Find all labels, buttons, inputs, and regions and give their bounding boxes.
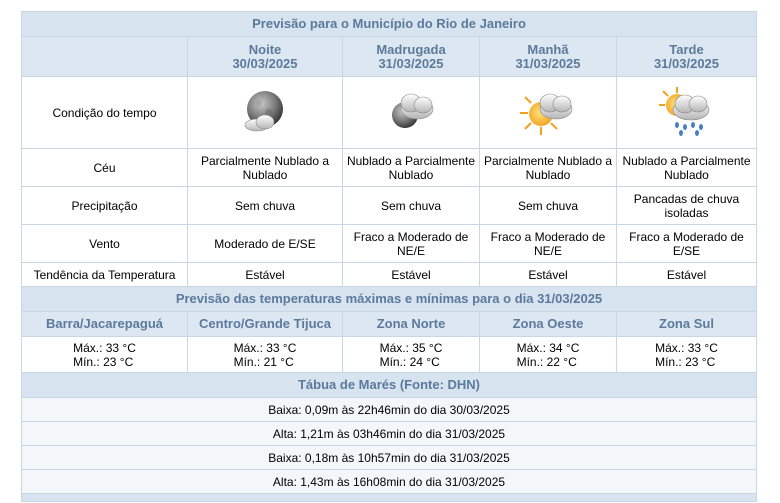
zone-name: Barra/Jacarepaguá: [22, 312, 188, 337]
table-footer-band: [22, 494, 757, 502]
condition-madrugada: [343, 77, 480, 149]
condition-noite: [188, 77, 343, 149]
period-date: 31/03/2025: [378, 55, 444, 71]
temp-min: Mín.: 23 °C: [655, 354, 716, 369]
tide-row: Alta: 1,21m às 03h46min do dia 31/03/2025: [22, 422, 757, 446]
period-header-empty: [22, 37, 188, 77]
zone-name: Zona Norte: [343, 312, 480, 337]
precip-value: Sem chuva: [188, 187, 343, 225]
temp-max: Máx.: 34 °C: [516, 340, 580, 355]
zone-name: Zona Oeste: [480, 312, 617, 337]
temp-max: Máx.: 33 °C: [655, 340, 718, 355]
wind-value: Fraco a Moderado de E/SE: [617, 225, 757, 263]
temp-max: Máx.: 33 °C: [233, 340, 297, 355]
sky-value: Nublado a Parcialmente Nublado: [343, 149, 480, 187]
period-name: Noite: [248, 41, 282, 57]
tide-row: Baixa: 0,09m às 22h46min do dia 30/03/2025: [22, 398, 757, 422]
zone-name: Zona Sul: [617, 312, 757, 337]
condition-manha: [480, 77, 617, 149]
sky-value: Nublado a Parcialmente Nublado: [617, 149, 757, 187]
period-name: Madrugada: [376, 41, 446, 57]
sun-cloudy-icon: [516, 83, 580, 143]
temp-min: Mín.: 22 °C: [516, 354, 577, 369]
row-label-condition: Condição do tempo: [22, 77, 188, 149]
forecast-title: Previsão para o Município do Rio de Janeiro: [22, 12, 757, 37]
temp-min: Mín.: 21 °C: [233, 354, 294, 369]
sky-value: Parcialmente Nublado a Nublado: [188, 149, 343, 187]
trend-value: Estável: [617, 263, 757, 287]
sun-rain-shower-icon: [655, 83, 719, 143]
period-date: 31/03/2025: [515, 55, 581, 71]
night-partly-cloudy-icon: [379, 83, 443, 143]
period-name: Tarde: [669, 41, 704, 57]
temp-max: Máx.: 35 °C: [379, 340, 443, 355]
zone-name: Centro/Grande Tijuca: [188, 312, 343, 337]
sky-value: Parcialmente Nublado a Nublado: [480, 149, 617, 187]
tide-row: Alta: 1,43m às 16h08min do dia 31/03/2025: [22, 470, 757, 494]
precip-value: Pancadas de chuva isoladas: [617, 187, 757, 225]
wind-value: Fraco a Moderado de NE/E: [343, 225, 480, 263]
wind-value: Moderado de E/SE: [188, 225, 343, 263]
period-header-noite: [188, 37, 343, 77]
temp-max: Máx.: 33 °C: [73, 340, 136, 355]
trend-value: Estável: [480, 263, 617, 287]
row-label-sky: Céu: [22, 149, 188, 187]
row-label-wind: Vento: [22, 225, 188, 263]
zone-temps: [188, 337, 343, 373]
condition-tarde: [617, 77, 757, 149]
trend-value: Estável: [343, 263, 480, 287]
row-label-trend: Tendência da Temperatura: [22, 263, 188, 287]
zone-temps: [617, 337, 757, 373]
wind-value: Fraco a Moderado de NE/E: [480, 225, 617, 263]
temp-min: Mín.: 23 °C: [73, 354, 134, 369]
period-header-manha: [480, 37, 617, 77]
row-label-precip: Precipitação: [22, 187, 188, 225]
tide-row: Baixa: 0,18m às 10h57min do dia 31/03/2025: [22, 446, 757, 470]
zone-temps: [343, 337, 480, 373]
period-header-tarde: [617, 37, 757, 77]
tides-title: Tábua de Marés (Fonte: DHN): [22, 373, 757, 398]
trend-value: Estável: [188, 263, 343, 287]
period-header-madrugada: [343, 37, 480, 77]
period-name: Manhã: [527, 41, 569, 57]
forecast-table: [21, 11, 757, 502]
temps-title: Previsão das temperaturas máximas e mínimas para o dia 31/03/2025: [22, 287, 757, 312]
night-cloudy-icon: [235, 83, 295, 143]
temp-min: Mín.: 24 °C: [379, 354, 440, 369]
period-date: 31/03/2025: [653, 55, 720, 71]
precip-value: Sem chuva: [480, 187, 617, 225]
period-date: 30/03/2025: [232, 55, 298, 71]
precip-value: Sem chuva: [343, 187, 480, 225]
zone-temps: [22, 337, 188, 373]
zone-temps: [480, 337, 617, 373]
